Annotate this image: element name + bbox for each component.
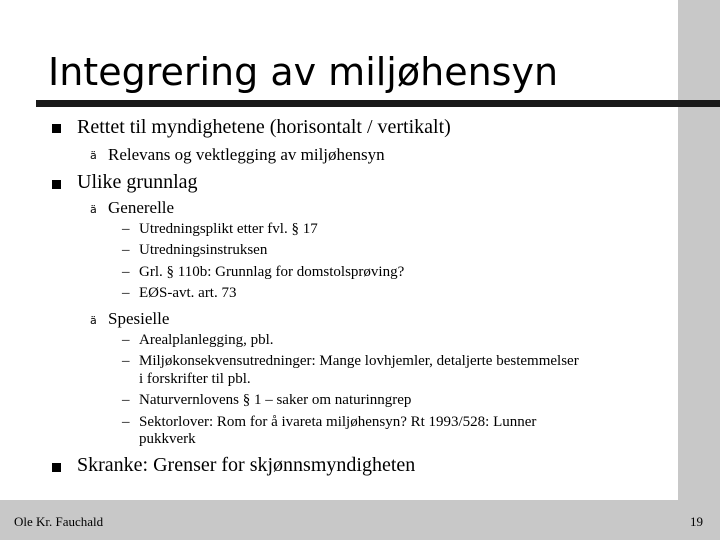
bullet-item-2-2: Spesielle <box>108 309 170 328</box>
square-bullet-icon <box>52 124 61 133</box>
dash-bullet-icon: – <box>122 221 130 237</box>
bullet-item-2-2-3: Naturvernlovens § 1 – saker om naturinngrep <box>139 392 412 408</box>
bullet-item-2-2-4: Sektorlover: Rom for å ivareta miljøhensyn? Rt 1993/528: Lunner <box>139 414 537 430</box>
title-underline <box>36 100 720 107</box>
slide-title: Integrering av miljøhensyn <box>48 50 559 94</box>
bullet-item-1-1: Relevans og vektlegging av miljøhensyn <box>108 145 385 164</box>
bullet-item-2-2-1: Arealplanlegging, pbl. <box>139 332 274 348</box>
arrow-bullet-icon: ä <box>90 203 97 216</box>
bullet-item-1: Rettet til myndighetene (horisontalt / vertikalt) <box>77 116 451 138</box>
dash-bullet-icon: – <box>122 332 130 348</box>
bottom-frame-bar <box>0 500 720 540</box>
bullet-item-2-2-4-continuation: pukkverk <box>139 431 196 447</box>
bullet-item-3: Skranke: Grenser for skjønnsmyndigheten <box>77 454 416 476</box>
bullet-item-2-1: Generelle <box>108 198 175 217</box>
dash-bullet-icon: – <box>122 353 130 369</box>
square-bullet-icon <box>52 463 61 472</box>
arrow-bullet-icon: ä <box>90 314 97 327</box>
footer-author: Ole Kr. Fauchald <box>14 514 104 529</box>
bullet-item-2-1-3: Grl. § 110b: Grunnlag for domstolsprøving? <box>139 264 405 280</box>
square-bullet-icon <box>52 180 61 189</box>
bullet-item-2-1-4: EØS-avt. art. 73 <box>139 285 237 301</box>
bullet-item-2-2-2: Miljøkonsekvensutredninger: Mange lovhjemler, detaljerte bestemmelser <box>139 353 579 369</box>
dash-bullet-icon: – <box>122 264 130 280</box>
dash-bullet-icon: – <box>122 392 130 408</box>
bullet-item-2-2-2-continuation: i forskrifter til pbl. <box>139 371 251 387</box>
right-frame-bar <box>678 0 720 540</box>
dash-bullet-icon: – <box>122 242 130 258</box>
dash-bullet-icon: – <box>122 414 130 430</box>
dash-bullet-icon: – <box>122 285 130 301</box>
bullet-item-2-1-1: Utredningsplikt etter fvl. § 17 <box>139 221 318 237</box>
bullet-item-2: Ulike grunnlag <box>77 171 198 193</box>
arrow-bullet-icon: ä <box>90 149 97 162</box>
page-number: 19 <box>690 514 703 529</box>
bullet-item-2-1-2: Utredningsinstruksen <box>139 242 268 258</box>
